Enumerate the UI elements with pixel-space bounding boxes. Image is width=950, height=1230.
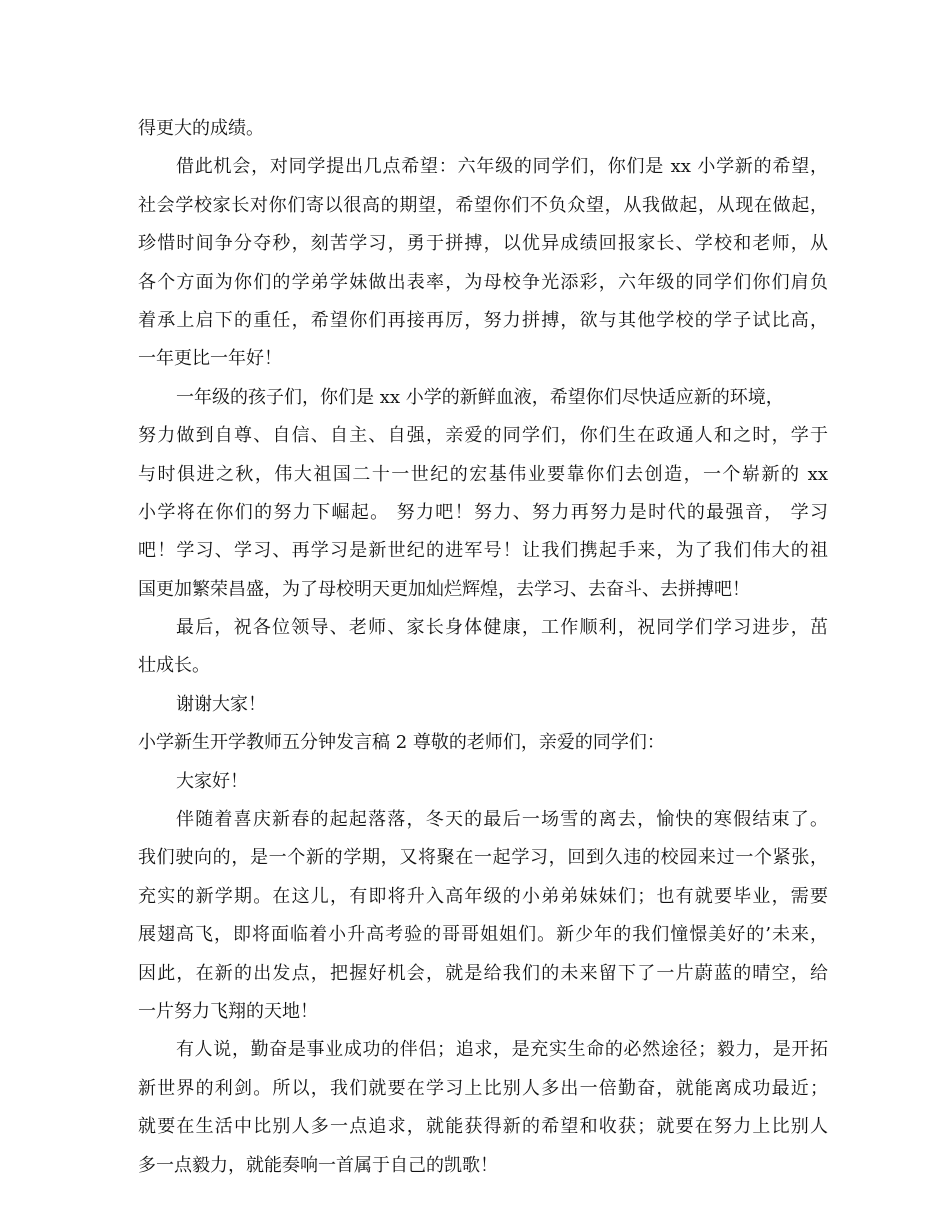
- text-line: 吧！学习、学习、再学习是新世纪的进军号！让我们携起手来，为了我们伟大的祖: [138, 540, 828, 562]
- paragraph-line: 有人说，勤奋是事业成功的伴侣；追求，是充实生命的必然途径；毅力，是开拓: [176, 1039, 828, 1061]
- text-line: 努力做到自尊、自信、自主、自强，亲爱的同学们，你们生在政通人和之时，学于: [138, 425, 828, 447]
- paragraph-line: 谢谢大家！: [176, 693, 266, 715]
- text-line: 展翅高飞，即将面临着小升高考验的哥哥姐姐们。新少年的我们憧憬美好的’未来，: [138, 924, 828, 946]
- text-line: 珍惜时间争分夺秒，刻苦学习，勇于拼搏，以优异成绩回报家长、学校和老师，从: [138, 233, 828, 255]
- paragraph-line: 伴随着喜庆新春的起起落落，冬天的最后一场雪的离去，愉快的寒假结束了。: [176, 809, 828, 831]
- text-line: 国更加繁荣昌盛，为了母校明天更加灿烂辉煌，去学习、去奋斗、去拼搏吧！: [138, 578, 750, 600]
- text-line: 得更大的成绩。: [138, 118, 264, 139]
- section-heading-line: 小学新生开学教师五分钟发言稿 2 尊敬的老师们，亲爱的同学们：: [138, 732, 665, 754]
- text-line: 多一点毅力，就能奏响一首属于自己的凯歌！: [138, 1154, 498, 1176]
- text-line: 壮成长。: [138, 655, 210, 677]
- paragraph-line: 借此机会，对同学提出几点希望：六年级的同学们，你们是 xx 小学新的希望，: [176, 156, 828, 178]
- text-line: 因此，在新的出发点，把握好机会，就是给我们的未来留下了一片蔚蓝的晴空，给: [138, 962, 828, 984]
- text-line: 新世界的利剑。所以，我们就要在学习上比别人多出一倍勤奋，就能离成功最近；: [138, 1077, 828, 1099]
- text-line: 一片努力飞翔的天地！: [138, 1000, 318, 1022]
- text-line: 我们驶向的，是一个新的学期，又将聚在一起学习，回到久违的校园来过一个紧张，: [138, 847, 828, 869]
- text-line: 小学将在你们的努力下崛起。 努力吧！努力、努力再努力是时代的最强音， 学习: [138, 501, 828, 523]
- text-line: 社会学校家长对你们寄以很高的期望，希望你们不负众望，从我做起，从现在做起，: [138, 194, 828, 216]
- text-line: 充实的新学期。在这儿，有即将升入高年级的小弟弟妹妹们；也有就要毕业，需要: [138, 885, 828, 907]
- text-line: 就要在生活中比别人多一点追求，就能获得新的希望和收获；就要在努力上比别人: [138, 1116, 828, 1138]
- paragraph-line: 大家好！: [176, 770, 248, 792]
- paragraph-line: 最后，祝各位领导、老师、家长身体健康，工作顺利，祝同学们学习进步，茁: [176, 617, 828, 639]
- text-line: 着承上启下的重任，希望你们再接再厉，努力拼搏，欲与其他学校的学子试比高，: [138, 309, 828, 331]
- text-line: 一年更比一年好！: [138, 348, 282, 370]
- text-line: 各个方面为你们的学弟学妹做出表率，为母校争光添彩，六年级的同学们你们肩负: [138, 271, 828, 293]
- document-body: [138, 110, 828, 1185]
- text-line: 与时俱进之秋，伟大祖国二十一世纪的宏基伟业要靠你们去创造，一个崭新的 xx: [138, 463, 828, 485]
- paragraph-line: 一年级的孩子们，你们是 xx 小学的新鲜血液，希望你们尽快适应新的环境，: [176, 386, 784, 408]
